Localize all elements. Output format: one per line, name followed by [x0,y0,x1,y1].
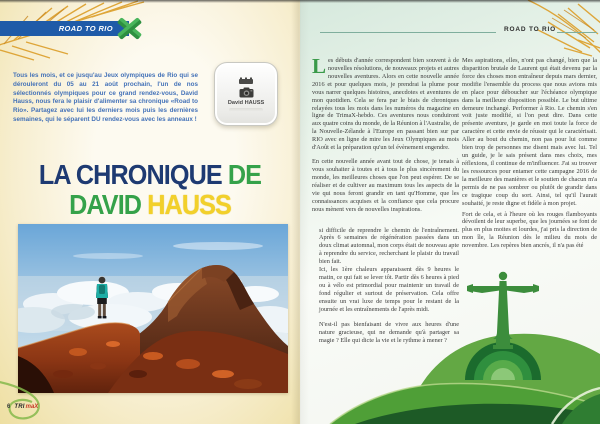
article-column-1 [312,54,459,344]
title-line-1: LA CHRONIQUE DE [38,159,262,191]
photo-credit-badge [214,62,278,126]
page-title [0,159,300,219]
x-cross-icon [112,12,146,44]
magazine-logo-accent: maX [25,404,39,410]
panorama-icon [238,77,254,85]
article-paragraph-group [319,227,459,345]
article-paragraph: Ici, les 1ère chaleurs apparaissent dès 9 heures le matin, ce qui fait se lever tôt. Partir dès 6 heures à pied ou à vélo est primordial pour maintenir un travail de fond régulier et surtout de préservation. Cela offre ensuite un vrai luxe de temps pour le restant de la journée et les entraînements de l'après midi. [319,266,459,313]
article-paragraph: Mes aspirations, elles, n'ont pas changé, bien que la disparition brutale de Laurent qui était devenu par la force des choses mon entraîneur depuis mars dernier, modifie l'ensemble du process que nous avions mis en place pour déboucher sur l'échéance olympique dans la meilleure disposition possible. Le but ultime demeure inchangé. Performer à Rio. Le chemin s'en voit juste modifié, si l'on peut dire. Dans cette présente aventure, je garde en moi toute la force de caractère et cette envie de réussir qui le caractérisait. Aller au bout du chemin, non pas pour lui comme bien trop de personnes me disent mais avec lui. Tel un guide, je le sais présent dans mes choix, mes réflexions, il continue de m'influencer. J'ai su trouver les ressources pour entamer cette campagne 2016 de la meilleure des manières et le soutien de chacun m'a permis de ne pas sombrer ou plutôt de grandir dans ce tragique coup du sort. Ainsi, tel qu'il l'aurait souhaité, je reste digne et fidèle à mon projet. [462,57,597,207]
right-page-header [300,26,600,38]
banner-label: ROAD TO RIO [58,24,113,33]
article-paragraph: si difficile de reprendre le chemin de l'entraînement. Après 6 semaines de régénération passées dans un doux climat automnal, mon corps était de nouveau apte à reprendre du service, recherchant le plaisir du travail bien fait. [319,226,459,266]
article-paragraph: En cette nouvelle année avant tout de chose, je tenais à vous souhaiter à toutes et à tous le plus sincèrement du monde, les meilleures choses que l'on peut espérer. De se réaliser et de cultiver au maximum tous les aspects de la vie qui nous feront grandir en tant qu'Homme, que les connaissances acquises et la confiance que cela procure nous mènent vers de nouvelles inspirations. [312,158,459,213]
magazine-logo: TRI [14,404,25,410]
right-page [300,0,600,424]
left-page-footer [7,404,38,410]
mountain-photo [18,224,288,393]
header-rule [320,32,496,33]
article-column-2 [462,57,597,250]
header-label: ROAD TO RIO [504,26,557,33]
title-line-2: DAVID HAUSS [69,189,231,221]
road-to-rio-banner [0,21,129,36]
loop-decoration [0,372,62,424]
article-paragraph: N'est-il pas bienfaisant de vivre aux heures d'une nature gracieuse, qui ne demande qu'à partager sa magie ? Elle qui dicte la vie et le rythme à mener ? [319,320,459,344]
camera-icon [239,87,254,98]
article-paragraph: Fort de cela, et à l'heure où les rouges flamboyants dévoilent de leur superbe, que les journées se font de plus en plus moites et lourdes, j'ai pris la direction de mon île, la Réunion dès le milieu du mois de novembre. Les repères bien ancrés, il n'a pas été [462,210,597,250]
header-rule [557,32,597,33]
hills [330,334,600,424]
page-number: 6 [7,404,11,410]
badge-reflection [229,108,263,112]
intro-text: Tous les mois, et ce jusqu'au Jeux olympiques de Rio qui se dérouleront du 05 au 21 août prochain, l'un de nos sélectionnés olympiques pour ce grand rendez-vous, David Hauss, nous fera le plaisir d'alimenter sa chronique «Road to Rio». Partagez avec lui les derniers mois puis les dernières semaines, qui le séparent DU rendez-vous avec les anneaux ! [13,72,198,123]
article-paragraph: Les débuts d'année correspondent bien souvent à de nouvelles résolutions, de nouveaux projets et autres nouvelles aventures. Alors en cette nouvelle année 2016 et pour quelques mois, je prendrai la plume pour vous narrer quelques histoires, anecdotes et aventures de mon quotidien. Cela se fera par le biais de chroniques relayées tous les mois dans les numéros du magazine en ligne de TrimaX-hebdo. Ces aventures nous conduiront aux quatre coins du monde, de la Réunion à l'Australie, de la Nouvelle-Zélande à l'Europe en passant bien sur par RIO avec en ligne de mire les Jeux Olympiques au mois d'Août et la préparation qu'un tel évènement engendre. [312,54,459,152]
credit-name: David HAUSS [227,99,265,106]
